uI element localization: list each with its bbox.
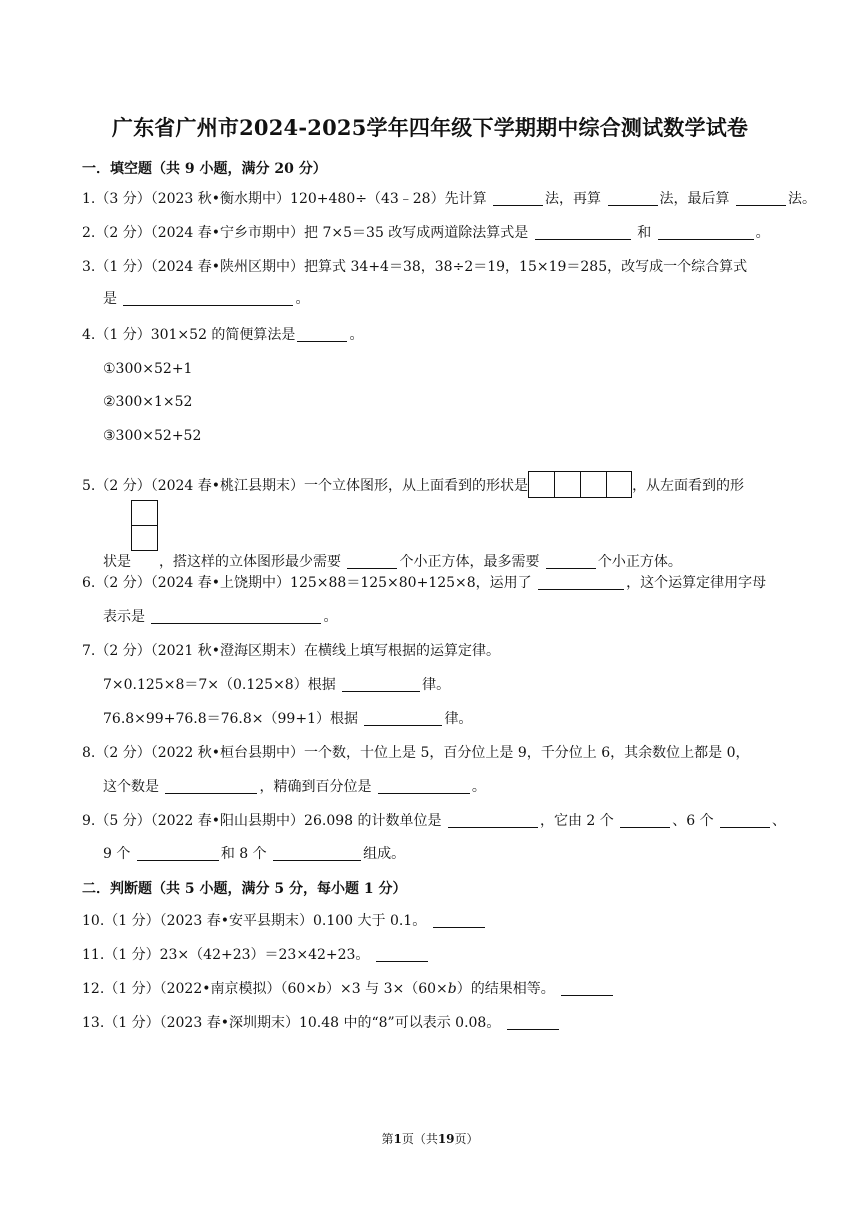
answer-blank[interactable] — [546, 554, 596, 569]
page-number: 1 — [393, 1132, 402, 1146]
question-8: 8.（2 分）（2022 秋•桓台县期中）一个数，十位上是 5，百分位上是 9，千分位上 6，其余数位上都是 0， — [82, 745, 750, 761]
page-title: 广东省广州市2024-2025学年四年级下学期期中综合测试数学试卷 — [111, 115, 749, 140]
question-3-cont: 是 。 — [103, 291, 310, 307]
section-fill-in: 一．填空题（共 9 小题，满分 20 分） — [82, 161, 327, 177]
answer-blank[interactable] — [608, 191, 658, 206]
question-9: 9.（5 分）（2022 春•阳山县期中）26.098 的计数单位是 ，它由 2 个 、6 个 、 — [82, 813, 787, 829]
answer-blank[interactable] — [658, 225, 754, 240]
answer-blank[interactable] — [561, 981, 613, 996]
option-3: ③300×52+52 — [103, 428, 202, 444]
answer-blank[interactable] — [535, 225, 631, 240]
question-11: 11.（1 分）23×（42+23）＝23×42+23。 — [82, 946, 430, 964]
question-13: 13.（1 分）（2023 春•深圳期末）10.48 中的“8”可以表示 0.08。 — [82, 1014, 561, 1032]
answer-blank[interactable] — [347, 554, 397, 569]
answer-blank[interactable] — [507, 1015, 559, 1030]
question-6: 6.（2 分）（2024 春•上饶期中）125×88＝125×80+125×8，运用了 ，这个运算定律用字母 — [82, 575, 767, 591]
answer-blank[interactable] — [297, 327, 347, 342]
total-pages: 19 — [437, 1132, 455, 1146]
option-2: ②300×1×52 — [103, 394, 193, 410]
question-2: 2.（2 分）（2024 春•宁乡市期中）把 7×5＝35 改写成两道除法算式是 和 。 — [82, 225, 770, 241]
answer-blank[interactable] — [364, 711, 442, 726]
section-true-false: 二．判断题（共 5 小题，满分 5 分，每小题 1 分） — [82, 881, 407, 897]
page-footer: 第1页（共19页） — [381, 1132, 479, 1146]
question-7-part-2: 76.8×99+76.8＝76.8×（99+1）根据 律。 — [103, 711, 473, 727]
question-10: 10.（1 分）（2023 春•安平县期末）0.100 大于 0.1。 — [82, 912, 487, 930]
answer-blank[interactable] — [342, 677, 420, 692]
answer-blank[interactable] — [538, 575, 624, 590]
top-view-squares-figure — [528, 471, 632, 498]
question-12: 12.（1 分）（2022•南京模拟）（60×b）×3 与 3×（60×b）的结果相等。 — [82, 980, 615, 998]
question-5-cont: 状是 ，搭这样的立体图形最少需要 个小正方体，最多需要 个小正方体。 — [103, 500, 682, 552]
answer-blank[interactable] — [123, 291, 293, 306]
question-8-cont: 这个数是 ，精确到百分位是 。 — [103, 779, 486, 795]
question-7: 7.（2 分）（2021 秋•澄海区期末）在横线上填写根据的运算定律。 — [82, 643, 501, 659]
option-1: ①300×52+1 — [103, 361, 193, 377]
question-1: 1.（3 分）（2023 秋•衡水期中）120+480÷（43﹣28）先计算 法，再算 法，最后算 法。 — [82, 191, 816, 207]
question-4: 4.（1 分）301×52 的简便算法是 。 — [82, 327, 364, 343]
question-9-cont: 9 个 和 8 个 组成。 — [103, 846, 406, 862]
question-6-cont: 表示是 。 — [103, 609, 338, 625]
answer-blank[interactable] — [151, 609, 321, 624]
answer-blank[interactable] — [620, 813, 670, 828]
answer-blank[interactable] — [720, 813, 770, 828]
answer-blank[interactable] — [137, 846, 219, 861]
question-7-part-1: 7×0.125×8＝7×（0.125×8）根据 律。 — [103, 677, 451, 693]
answer-blank[interactable] — [165, 779, 257, 794]
left-view-squares-figure — [131, 500, 159, 552]
answer-blank[interactable] — [378, 779, 470, 794]
answer-blank[interactable] — [736, 191, 786, 206]
question-5: 5.（2 分）（2024 春•桃江县期末）一个立体图形，从上面看到的形状是 ，从左面看到的形 — [82, 471, 744, 498]
answer-blank[interactable] — [493, 191, 543, 206]
answer-blank[interactable] — [273, 846, 361, 861]
answer-blank[interactable] — [376, 947, 428, 962]
answer-blank[interactable] — [448, 813, 538, 828]
answer-blank[interactable] — [433, 913, 485, 928]
question-3: 3.（1 分）（2024 春•陕州区期中）把算式 34+4＝38，38÷2＝19，15×19＝285，改写成一个综合算式 — [82, 259, 748, 275]
